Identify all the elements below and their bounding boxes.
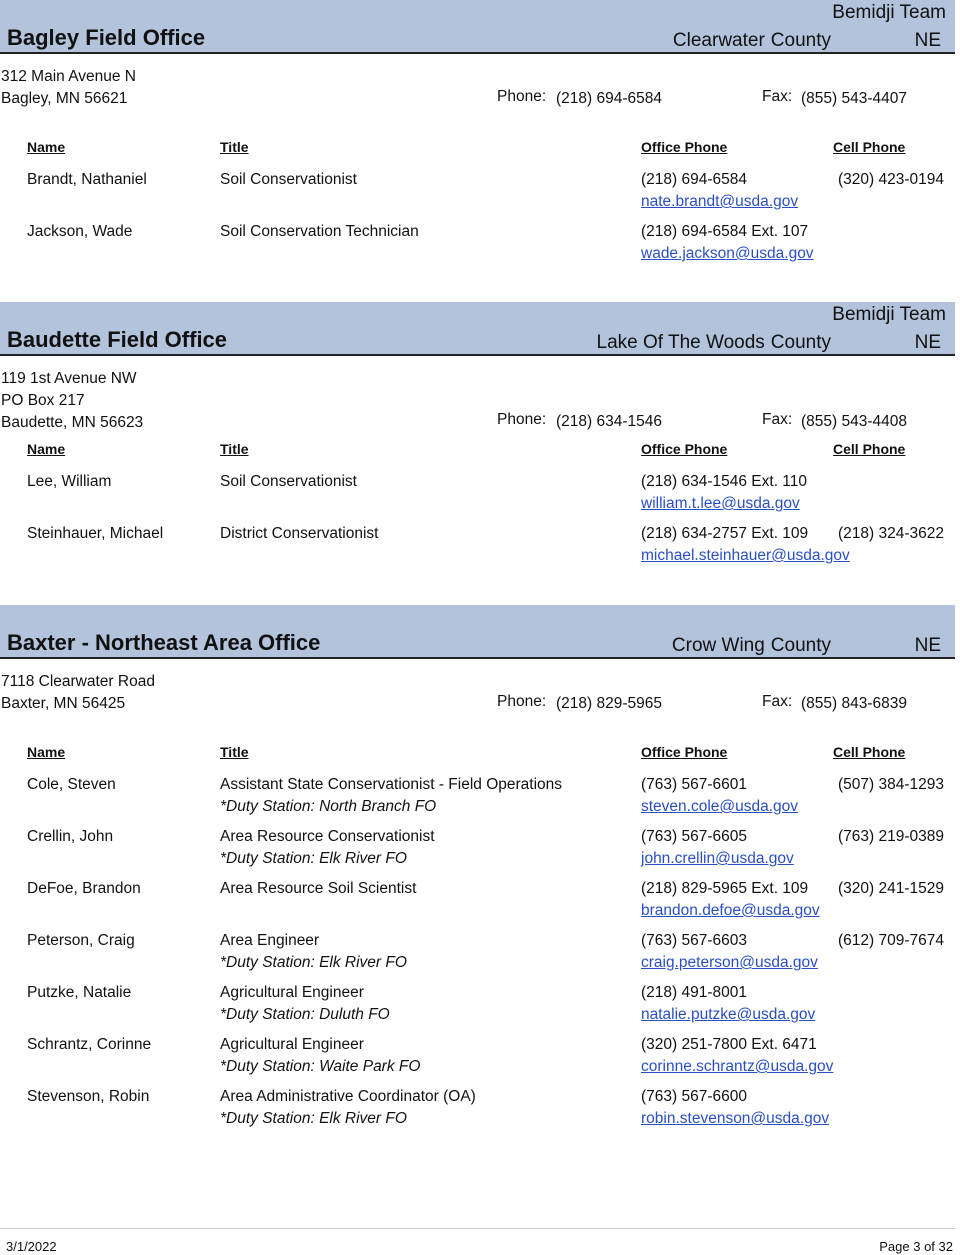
- staff-title-text: Area Administrative Coordinator (OA): [220, 1088, 476, 1105]
- address-line: Baxter, MN 56425: [1, 695, 126, 712]
- region: NE: [914, 332, 941, 353]
- staff-title: [220, 774, 562, 818]
- staff-title: [220, 221, 419, 243]
- staff-title: [220, 930, 407, 974]
- staff-office-phone: (320) 251-7800 Ext. 6471: [641, 1036, 817, 1053]
- office-fax-number: (855) 843-6839: [801, 695, 907, 712]
- column-header-name: Name: [27, 744, 66, 760]
- staff-name: Schrantz, Corinne: [27, 1036, 152, 1053]
- region: NE: [914, 635, 941, 656]
- column-header-name: Name: [27, 441, 66, 457]
- staff-office-phone: (218) 634-1546 Ext. 110: [641, 473, 808, 490]
- staff-cell-phone: (507) 384-1293: [838, 776, 944, 793]
- county-name: Clearwater: [672, 30, 765, 51]
- staff-cell-phone: (612) 709-7674: [838, 932, 944, 949]
- staff-contact: [641, 826, 794, 870]
- staff-office-phone: (218) 694-6584: [641, 171, 747, 188]
- staff-row: [0, 169, 960, 215]
- office-address: [1, 66, 136, 110]
- phone-label: Phone:: [497, 693, 547, 710]
- county-label: County: [770, 332, 831, 353]
- staff-email-link[interactable]: corinne.schrantz@usda.gov: [641, 1058, 834, 1075]
- county-name: Crow Wing: [671, 635, 765, 656]
- staff-contact: [641, 1034, 833, 1078]
- region: NE: [914, 30, 941, 51]
- staff-title: [220, 878, 416, 900]
- county: [673, 30, 831, 52]
- column-header-name: Name: [27, 139, 66, 155]
- staff-row: [0, 471, 960, 517]
- staff-contact: [641, 169, 798, 213]
- phone-label: Phone:: [497, 411, 547, 428]
- address-line: 312 Main Avenue N: [1, 68, 137, 85]
- staff-contact: [641, 523, 850, 567]
- county-label: County: [770, 635, 831, 656]
- staff-duty-station: *Duty Station: Elk River FO: [220, 850, 407, 867]
- staff-contact: [641, 471, 807, 515]
- staff-row: [0, 878, 960, 924]
- column-header-cell-phone: Cell Phone: [833, 139, 906, 155]
- office-name: Baxter - Northeast Area Office: [7, 630, 321, 655]
- column-header-title: Title: [220, 441, 249, 457]
- staff-email-link[interactable]: michael.steinhauer@usda.gov: [641, 547, 850, 564]
- staff-name: Crellin, John: [27, 828, 114, 845]
- staff-name: Steinhauer, Michael: [27, 525, 164, 542]
- staff-email-link[interactable]: craig.peterson@usda.gov: [641, 954, 818, 971]
- office-phone-number: (218) 694-6584: [556, 90, 662, 107]
- staff-title: [220, 1086, 476, 1130]
- staff-name: Stevenson, Robin: [27, 1088, 150, 1105]
- staff-title-text: District Conservationist: [220, 525, 379, 542]
- address-line: PO Box 217: [1, 392, 85, 409]
- staff-title-text: Soil Conservationist: [220, 473, 357, 490]
- staff-row: [0, 221, 960, 267]
- staff-contact: [641, 930, 818, 974]
- county: [672, 635, 831, 657]
- staff-email-link[interactable]: steven.cole@usda.gov: [641, 798, 799, 815]
- fax-label: Fax:: [762, 693, 793, 710]
- staff-title-text: Agricultural Engineer: [220, 984, 364, 1001]
- staff-contact: [641, 982, 815, 1026]
- staff-title-text: Area Resource Soil Scientist: [220, 880, 417, 897]
- staff-cell-phone: (763) 219-0389: [838, 828, 944, 845]
- staff-email-link[interactable]: robin.stevenson@usda.gov: [641, 1110, 830, 1127]
- staff-row: [0, 1086, 960, 1132]
- team-name: Bemidji Team: [832, 2, 946, 23]
- team-name: Bemidji Team: [832, 304, 946, 325]
- staff-contact: [641, 878, 820, 922]
- staff-email-link[interactable]: brandon.defoe@usda.gov: [641, 902, 820, 919]
- staff-title: [220, 471, 357, 493]
- staff-cell-phone: (218) 324-3622: [838, 525, 944, 542]
- office-fax-number: (855) 543-4408: [801, 413, 907, 430]
- column-header-office-phone: Office Phone: [641, 139, 728, 155]
- office-header-bar: [0, 302, 955, 356]
- address-line: Baudette, MN 56623: [1, 414, 144, 431]
- office-name: Baudette Field Office: [7, 327, 228, 352]
- office-phone-number: (218) 829-5965: [556, 695, 662, 712]
- staff-title-text: Agricultural Engineer: [220, 1036, 364, 1053]
- address-line: 7118 Clearwater Road: [1, 673, 155, 690]
- staff-title-text: Soil Conservation Technician: [220, 223, 419, 240]
- staff-office-phone: (218) 694-6584 Ext. 107: [641, 223, 809, 240]
- staff-row: [0, 826, 960, 872]
- staff-row: [0, 774, 960, 820]
- staff-email-link[interactable]: john.crellin@usda.gov: [641, 850, 794, 867]
- staff-email-link[interactable]: william.t.lee@usda.gov: [641, 495, 800, 512]
- office-phone-number: (218) 634-1546: [556, 413, 662, 430]
- staff-row: [0, 930, 960, 976]
- phone-label: Phone:: [497, 88, 547, 105]
- staff-row: [0, 982, 960, 1028]
- column-header-office-phone: Office Phone: [641, 744, 728, 760]
- staff-title-text: Area Resource Conservationist: [220, 828, 435, 845]
- staff-office-phone: (218) 491-8001: [641, 984, 747, 1001]
- staff-office-phone: (763) 567-6605: [641, 828, 747, 845]
- staff-contact: [641, 221, 814, 265]
- staff-title: [220, 1034, 420, 1078]
- fax-label: Fax:: [762, 411, 793, 428]
- county-name: Lake Of The Woods: [596, 332, 765, 353]
- staff-title-text: Soil Conservationist: [220, 171, 357, 188]
- staff-contact: [641, 1086, 829, 1130]
- footer-date: 3/1/2022: [6, 1239, 57, 1254]
- staff-email-link[interactable]: wade.jackson@usda.gov: [641, 245, 814, 262]
- staff-name: Brandt, Nathaniel: [27, 171, 147, 188]
- column-header-cell-phone: Cell Phone: [833, 441, 906, 457]
- staff-name: DeFoe, Brandon: [27, 880, 141, 897]
- page-number: Page 3 of 32: [879, 1239, 953, 1254]
- address-line: Bagley, MN 56621: [1, 90, 128, 107]
- staff-title: [220, 169, 357, 191]
- staff-title-text: Assistant State Conservationist - Field Operations: [220, 776, 563, 793]
- office-address: [1, 368, 143, 434]
- column-header-cell-phone: Cell Phone: [833, 744, 906, 760]
- staff-duty-station: *Duty Station: Waite Park FO: [220, 1058, 421, 1075]
- staff-contact: [641, 774, 798, 818]
- office-address: [1, 671, 155, 715]
- staff-name: Cole, Steven: [27, 776, 116, 793]
- staff-email-link[interactable]: natalie.putzke@usda.gov: [641, 1006, 816, 1023]
- staff-office-phone: (763) 567-6600: [641, 1088, 747, 1105]
- fax-label: Fax:: [762, 88, 793, 105]
- staff-office-phone: (218) 829-5965 Ext. 109: [641, 880, 809, 897]
- staff-name: Peterson, Craig: [27, 932, 135, 949]
- staff-name: Lee, William: [27, 473, 112, 490]
- staff-title-text: Area Engineer: [220, 932, 320, 949]
- office-header-bar: [0, 0, 955, 54]
- staff-duty-station: *Duty Station: Duluth FO: [220, 1006, 390, 1023]
- office-name: Bagley Field Office: [7, 25, 206, 50]
- address-line: 119 1st Avenue NW: [1, 370, 137, 387]
- staff-office-phone: (218) 634-2757 Ext. 109: [641, 525, 809, 542]
- staff-title: [220, 826, 435, 870]
- staff-email-link[interactable]: nate.brandt@usda.gov: [641, 193, 799, 210]
- staff-duty-station: *Duty Station: Elk River FO: [220, 954, 407, 971]
- column-header-title: Title: [220, 744, 249, 760]
- page-footer: [0, 1228, 955, 1254]
- staff-row: [0, 523, 960, 569]
- staff-cell-phone: (320) 241-1529: [838, 880, 944, 897]
- staff-office-phone: (763) 567-6603: [641, 932, 747, 949]
- staff-duty-station: *Duty Station: Elk River FO: [220, 1110, 407, 1127]
- office-header-bar: [0, 605, 955, 659]
- staff-name: Jackson, Wade: [27, 223, 133, 240]
- county: [597, 332, 832, 354]
- office-fax-number: (855) 543-4407: [801, 90, 907, 107]
- county-label: County: [770, 30, 831, 51]
- column-header-title: Title: [220, 139, 249, 155]
- staff-title: [220, 982, 390, 1026]
- staff-name: Putzke, Natalie: [27, 984, 132, 1001]
- staff-cell-phone: (320) 423-0194: [838, 171, 944, 188]
- staff-duty-station: *Duty Station: North Branch FO: [220, 798, 437, 815]
- column-header-office-phone: Office Phone: [641, 441, 728, 457]
- staff-title: [220, 523, 379, 545]
- staff-office-phone: (763) 567-6601: [641, 776, 747, 793]
- staff-row: [0, 1034, 960, 1080]
